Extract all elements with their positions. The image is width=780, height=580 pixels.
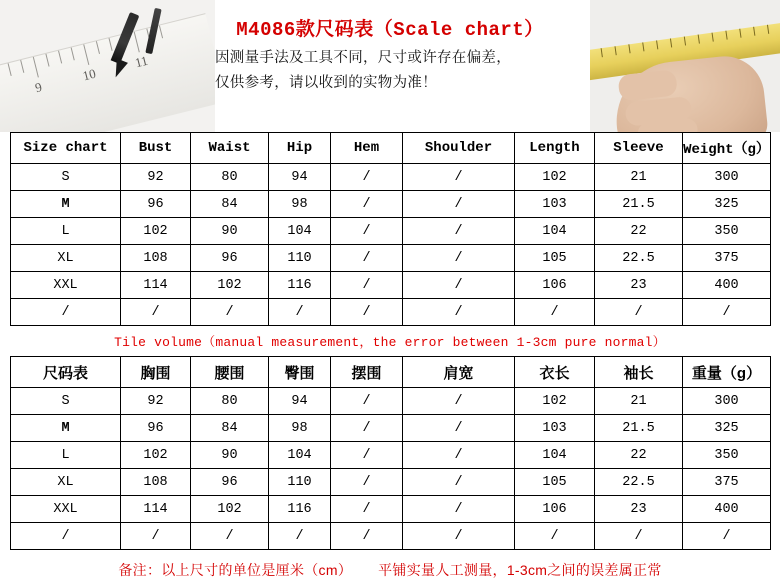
cell-hip: 110: [269, 245, 331, 272]
cell-weight: 350: [683, 442, 771, 469]
cell-length: /: [515, 523, 595, 550]
column-header-waist: Waist: [191, 133, 269, 164]
cell-shoulder: /: [403, 218, 515, 245]
cell-sleeve: /: [595, 523, 683, 550]
cell-hem: /: [331, 218, 403, 245]
cell-size: S: [11, 164, 121, 191]
cell-shoulder: /: [403, 496, 515, 523]
table-row: [11, 469, 771, 496]
cell-sleeve: 21.5: [595, 191, 683, 218]
cell-hem: /: [331, 442, 403, 469]
cell-length: 104: [515, 442, 595, 469]
table-row: [11, 496, 771, 523]
cell-bust: 102: [121, 218, 191, 245]
cell-size: L: [11, 218, 121, 245]
cell-size: XL: [11, 245, 121, 272]
cell-waist: 96: [191, 245, 269, 272]
cell-hip: 104: [269, 218, 331, 245]
table-row: [11, 442, 771, 469]
ruler-number: 11: [133, 52, 150, 71]
cell-bust: 114: [121, 496, 191, 523]
cell-shoulder: /: [403, 245, 515, 272]
column-header-weight: Weight（g）: [683, 133, 771, 164]
cell-size: L: [11, 442, 121, 469]
cell-weight: 300: [683, 164, 771, 191]
cell-length: 105: [515, 469, 595, 496]
cell-hip: /: [269, 523, 331, 550]
cell-shoulder: /: [403, 164, 515, 191]
table-row: [11, 272, 771, 299]
cell-waist: 80: [191, 164, 269, 191]
cell-hem: /: [331, 388, 403, 415]
column-header-size: 尺码表: [11, 357, 121, 388]
cell-weight: 350: [683, 218, 771, 245]
cell-length: /: [515, 299, 595, 326]
cell-hem: /: [331, 496, 403, 523]
footer-note-left: 备注：以上尺寸的单位是厘米（cm）: [118, 562, 353, 578]
cell-hip: 94: [269, 164, 331, 191]
size-chart-table-english: [10, 132, 771, 326]
cell-shoulder: /: [403, 191, 515, 218]
column-header-hip: 臀围: [269, 357, 331, 388]
cell-length: 106: [515, 496, 595, 523]
column-header-size: Size chart: [11, 133, 121, 164]
cell-weight: 400: [683, 496, 771, 523]
header-note: [215, 46, 590, 96]
cell-length: 105: [515, 245, 595, 272]
cell-bust: /: [121, 299, 191, 326]
cell-bust: 96: [121, 415, 191, 442]
column-header-bust: 胸围: [121, 357, 191, 388]
cell-waist: /: [191, 523, 269, 550]
cell-bust: 108: [121, 469, 191, 496]
cell-waist: 80: [191, 388, 269, 415]
column-header-weight: 重量（g）: [683, 357, 771, 388]
footer-note: [0, 550, 780, 580]
table-header-row: [11, 133, 771, 164]
cell-sleeve: 21: [595, 388, 683, 415]
cell-hip: 94: [269, 388, 331, 415]
table-row: [11, 191, 771, 218]
header-banner: [0, 0, 780, 132]
column-header-length: Length: [515, 133, 595, 164]
cell-length: 102: [515, 388, 595, 415]
cell-shoulder: /: [403, 272, 515, 299]
cell-sleeve: 21: [595, 164, 683, 191]
cell-shoulder: /: [403, 469, 515, 496]
cell-weight: 400: [683, 272, 771, 299]
cell-sleeve: 22.5: [595, 469, 683, 496]
column-header-hem: Hem: [331, 133, 403, 164]
column-header-sleeve: 袖长: [595, 357, 683, 388]
cell-waist: 102: [191, 272, 269, 299]
cell-shoulder: /: [403, 299, 515, 326]
cell-waist: 84: [191, 191, 269, 218]
table-row: [11, 218, 771, 245]
cell-size: S: [11, 388, 121, 415]
cell-size: /: [11, 523, 121, 550]
table-row: [11, 415, 771, 442]
size-chart-table-chinese: [10, 356, 771, 550]
cell-shoulder: /: [403, 415, 515, 442]
cell-bust: 108: [121, 245, 191, 272]
cell-waist: /: [191, 299, 269, 326]
cell-sleeve: 23: [595, 496, 683, 523]
cell-hem: /: [331, 272, 403, 299]
cell-sleeve: 23: [595, 272, 683, 299]
cell-hip: 98: [269, 191, 331, 218]
cell-size: XXL: [11, 272, 121, 299]
cell-weight: 375: [683, 245, 771, 272]
cell-size: /: [11, 299, 121, 326]
header-note-line-1: 因测量手法及工具不同，尺寸或许存在偏差，: [215, 50, 511, 66]
cell-weight: 325: [683, 191, 771, 218]
column-header-hem: 摆围: [331, 357, 403, 388]
cell-length: 104: [515, 218, 595, 245]
header-note-line-2: 仅供参考，请以收到的实物为准！: [215, 75, 437, 91]
ruler-number: 10: [81, 65, 98, 84]
cell-hip: 104: [269, 442, 331, 469]
table-row: [11, 299, 771, 326]
cell-hip: 110: [269, 469, 331, 496]
cell-hem: /: [331, 299, 403, 326]
cell-length: 102: [515, 164, 595, 191]
cell-hem: /: [331, 415, 403, 442]
cell-weight: /: [683, 299, 771, 326]
cell-size: XXL: [11, 496, 121, 523]
cell-hem: /: [331, 164, 403, 191]
cell-bust: 92: [121, 164, 191, 191]
column-header-shoulder: 肩宽: [403, 357, 515, 388]
cell-sleeve: 21.5: [595, 415, 683, 442]
cell-hip: 116: [269, 496, 331, 523]
cell-sleeve: /: [595, 299, 683, 326]
table-row: [11, 523, 771, 550]
table-row: [11, 388, 771, 415]
cell-hem: /: [331, 523, 403, 550]
column-header-shoulder: Shoulder: [403, 133, 515, 164]
cell-size: XL: [11, 469, 121, 496]
cell-weight: 325: [683, 415, 771, 442]
cell-sleeve: 22: [595, 218, 683, 245]
cell-hip: /: [269, 299, 331, 326]
cell-shoulder: /: [403, 442, 515, 469]
middle-note: Tile volume（manual measurement，the error between 1-3cm pure normal）: [114, 335, 666, 350]
footer-note-right: 平铺实量人工测量，1-3cm之间的误差属正常: [378, 562, 662, 578]
cell-shoulder: /: [403, 388, 515, 415]
cell-waist: 84: [191, 415, 269, 442]
cell-bust: /: [121, 523, 191, 550]
cell-size: M: [11, 415, 121, 442]
cell-hem: /: [331, 245, 403, 272]
column-header-sleeve: Sleeve: [595, 133, 683, 164]
cell-bust: 102: [121, 442, 191, 469]
cell-waist: 90: [191, 442, 269, 469]
table-row: [11, 164, 771, 191]
cell-weight: 300: [683, 388, 771, 415]
cell-hem: /: [331, 191, 403, 218]
cell-length: 106: [515, 272, 595, 299]
cell-waist: 90: [191, 218, 269, 245]
cell-hem: /: [331, 469, 403, 496]
column-header-bust: Bust: [121, 133, 191, 164]
ruler-number: 9: [33, 79, 44, 96]
column-header-hip: Hip: [269, 133, 331, 164]
column-header-waist: 腰围: [191, 357, 269, 388]
column-header-length: 衣长: [515, 357, 595, 388]
cell-sleeve: 22.5: [595, 245, 683, 272]
cell-weight: /: [683, 523, 771, 550]
cell-waist: 96: [191, 469, 269, 496]
table-row: [11, 245, 771, 272]
cell-weight: 375: [683, 469, 771, 496]
table-header-row: [11, 357, 771, 388]
cell-shoulder: /: [403, 523, 515, 550]
cell-length: 103: [515, 415, 595, 442]
cell-length: 103: [515, 191, 595, 218]
cell-bust: 114: [121, 272, 191, 299]
cell-hip: 98: [269, 415, 331, 442]
cell-bust: 96: [121, 191, 191, 218]
cell-hip: 116: [269, 272, 331, 299]
cell-bust: 92: [121, 388, 191, 415]
cell-sleeve: 22: [595, 442, 683, 469]
page-title: M4086款尺码表（Scale chart）: [236, 19, 544, 41]
cell-size: M: [11, 191, 121, 218]
cell-waist: 102: [191, 496, 269, 523]
